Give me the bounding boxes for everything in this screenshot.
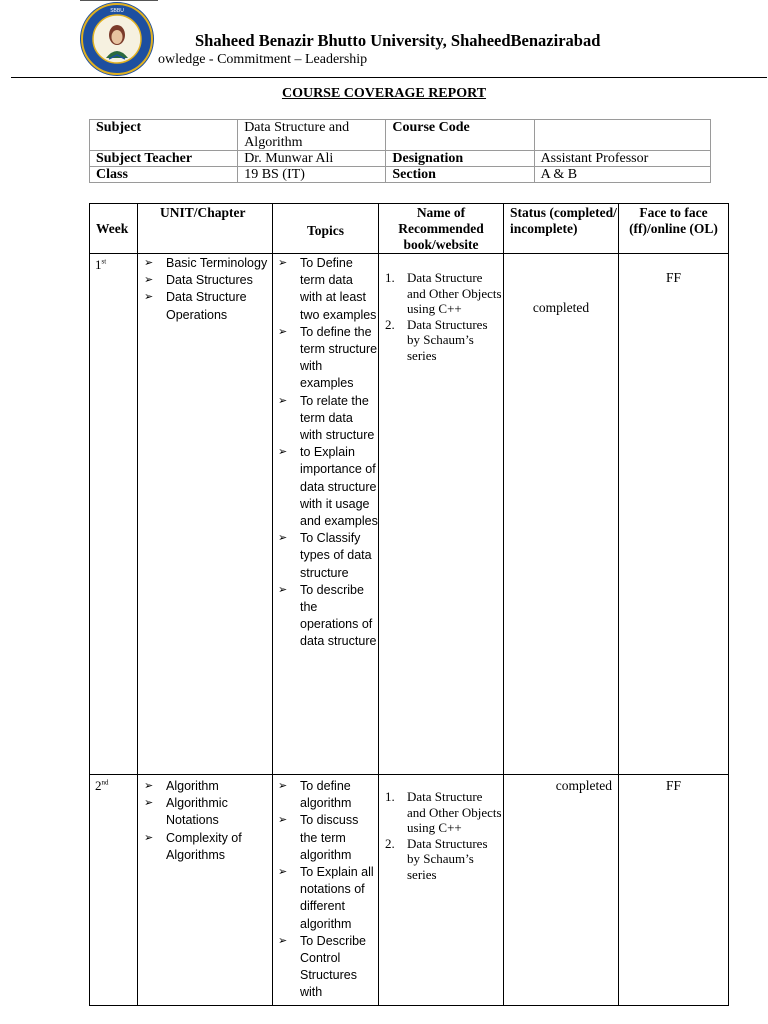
section-value: A & B: [534, 167, 710, 183]
list-item: ➢ To define algorithm: [278, 779, 352, 811]
teacher-label: Subject Teacher: [90, 151, 238, 167]
list-item: ➢ To Describe Control Structures with: [278, 933, 366, 1000]
topics-cell: [273, 254, 379, 775]
status-cell: completed: [504, 254, 619, 775]
section-label: Section: [386, 167, 534, 183]
table-row: [90, 775, 729, 1006]
course-code-value: [534, 120, 710, 151]
status-cell: completed: [504, 775, 619, 1006]
list-item: 2. Data Structures by Schaum’s series: [385, 316, 488, 363]
list-item: ➢ To describe the operations of data structure: [278, 582, 377, 649]
list-item: ➢ Data Structures: [144, 273, 253, 288]
mode-cell: FF: [619, 254, 729, 775]
svg-text:SBBU: SBBU: [110, 8, 124, 14]
subject-label: Subject: [90, 120, 238, 151]
header-divider: [11, 77, 767, 78]
course-info-table: [89, 119, 711, 183]
topics-cell: [273, 775, 379, 1006]
list-item: ➢ To Classify types of data structure: [278, 531, 372, 580]
list-item: ➢ Basic Terminology: [144, 256, 268, 270]
list-item: 1. Data Structure and Other Objects using C++: [385, 270, 502, 316]
mode-cell: FF: [619, 775, 729, 1006]
list-item: ➢ To Explain all notations of different algorithm: [278, 865, 374, 931]
report-title: COURSE COVERAGE REPORT: [281, 86, 487, 101]
list-item: ➢ to Explain importance of data structure with it usage and examples: [278, 445, 378, 529]
unit-cell: [138, 775, 273, 1006]
book-cell: [379, 254, 504, 775]
list-item: 2. Data Structures by Schaum’s series: [385, 835, 488, 882]
col-header-topics: Topics: [273, 204, 379, 254]
col-header-book: Name of Recommended book/website: [379, 204, 504, 254]
university-seal-logo: [76, 0, 158, 78]
col-header-week: Week: [90, 204, 138, 254]
list-item: ➢ Algorithmic Notations: [144, 796, 228, 828]
list-item: ➢ To define the term structure with examples: [278, 324, 378, 391]
designation-value: Assistant Professor: [534, 151, 710, 167]
course-code-label: Course Code: [386, 120, 534, 151]
subject-value: Data Structure and Algorithm: [238, 120, 386, 151]
col-header-unit: UNIT/Chapter: [138, 204, 273, 254]
list-item: 1. Data Structure and Other Objects using C++: [385, 789, 502, 835]
class-label: Class: [90, 167, 238, 183]
book-cell: [379, 775, 504, 1006]
week-cell: 2nd: [90, 775, 138, 1006]
list-item: ➢ Complexity of Algorithms: [144, 830, 242, 862]
coverage-table: [89, 203, 729, 1006]
teacher-value: Dr. Munwar Ali: [238, 151, 386, 167]
col-header-status: Status (completed/ incomplete): [504, 204, 619, 254]
list-item: ➢ Data Structure Operations: [144, 290, 247, 322]
table-row: [90, 254, 729, 775]
week-cell: 1st: [90, 254, 138, 775]
designation-label: Designation: [386, 151, 534, 167]
class-value: 19 BS (IT): [238, 167, 386, 183]
list-item: ➢ To discuss the term algorithm: [278, 813, 359, 862]
university-name: Shaheed Benazir Bhutto University, ShaheedBenazirabad: [195, 31, 601, 50]
list-item: ➢ Algorithm: [144, 779, 219, 793]
list-item: ➢ To Define term data with at least two examples: [278, 256, 377, 322]
unit-cell: [138, 254, 273, 775]
university-motto: owledge - Commitment – Leadership: [158, 52, 368, 67]
list-item: ➢ To relate the term data with structure: [278, 393, 375, 443]
col-header-mode: Face to face (ff)/online (OL): [619, 204, 729, 254]
